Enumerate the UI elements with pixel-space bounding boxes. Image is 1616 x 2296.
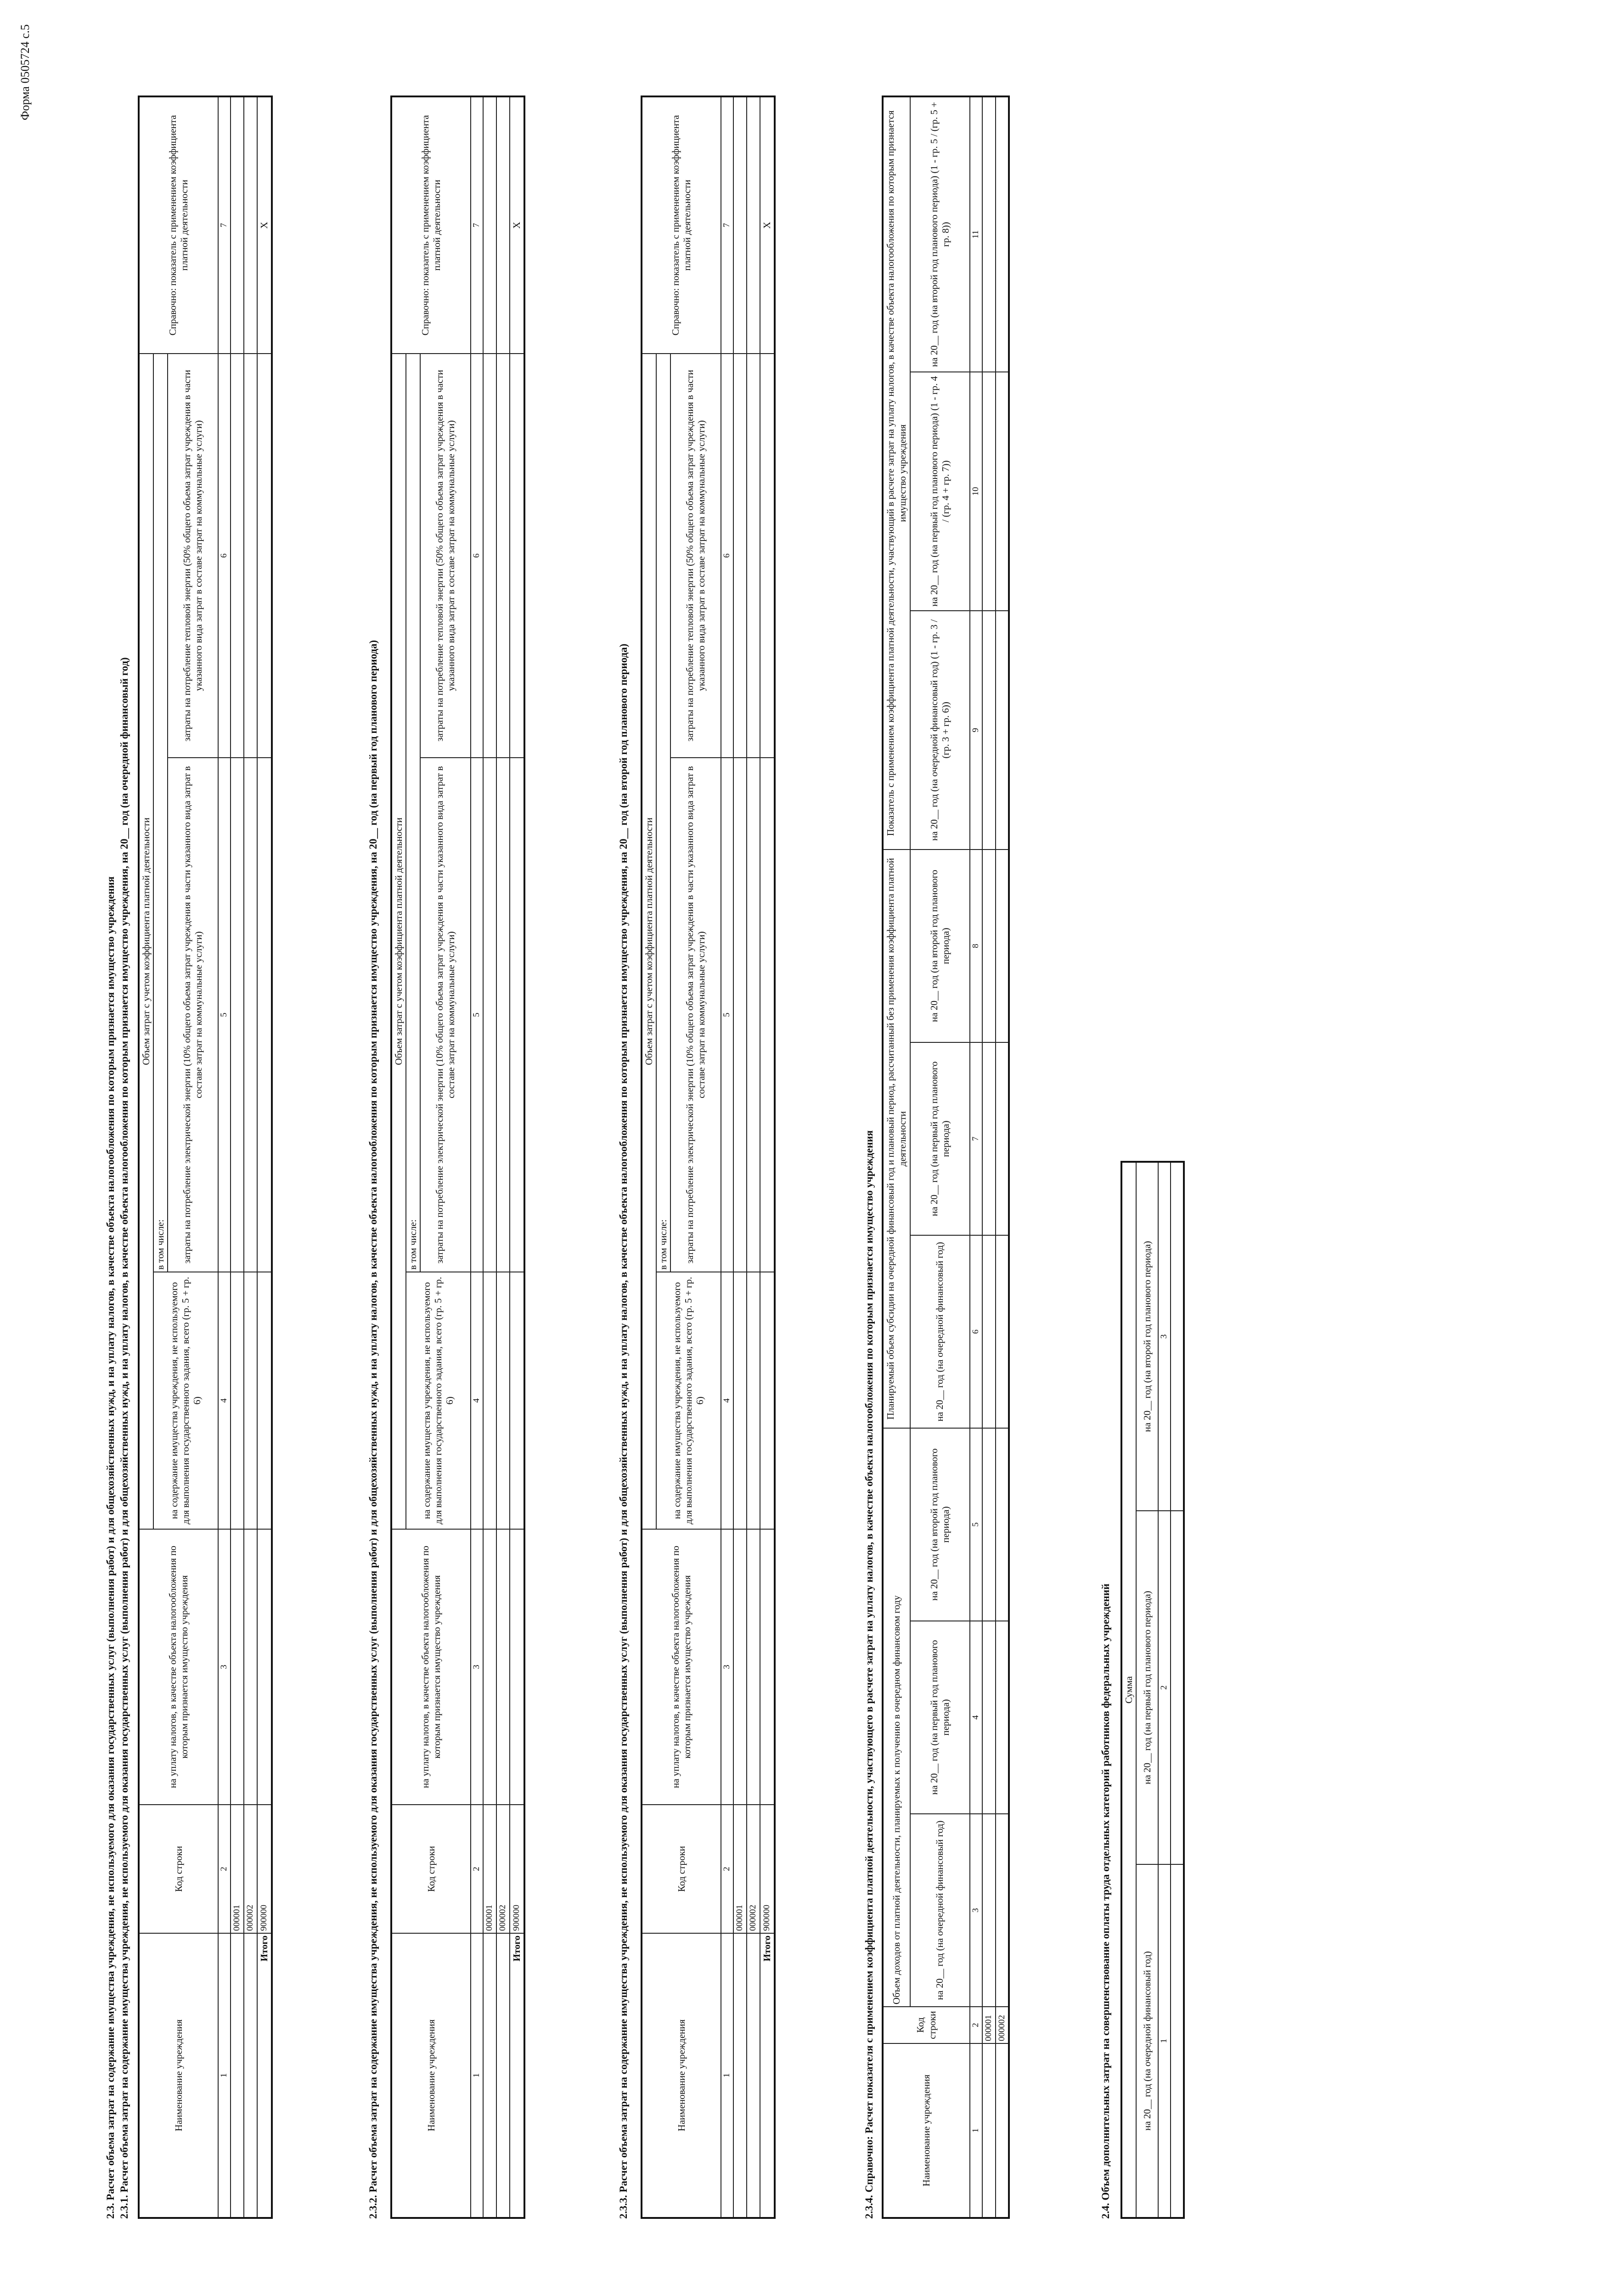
col-number: 6 — [970, 1235, 982, 1428]
cell-value[interactable] — [733, 96, 747, 354]
cell-value[interactable] — [496, 354, 510, 758]
col-number: 3 — [721, 1529, 733, 1805]
col-number: 3 — [218, 1529, 231, 1805]
x-mark: X — [760, 96, 775, 354]
cell-value[interactable] — [996, 611, 1009, 850]
form-code: Форма 0505724 с.5 — [18, 24, 32, 120]
table-row — [747, 96, 760, 2218]
cell-value[interactable] — [982, 1042, 996, 1235]
header-maintenance: на содержание имущества учреждения, не используемого для выполнения государственного задания, всего (гр. 5 + гр. 6) — [153, 1272, 218, 1529]
cell-value[interactable] — [982, 1235, 996, 1428]
cell-value[interactable] — [996, 850, 1009, 1042]
col-number: 2 — [721, 1805, 733, 1933]
header-index-current: на 20__ год (на очередной финансовый год) (1 - гр. 3 / (гр. 3 + гр. 6)) — [910, 611, 970, 850]
header-maintenance: на содержание имущества учреждения, не используемого для выполнения государственного задания, всего (гр. 5 + гр. 6) — [406, 1272, 471, 1529]
col-number: 5 — [471, 758, 483, 1272]
header-reference: Справочно: показатель с применением коэффициента платной деятельности — [139, 96, 218, 354]
header-year-current: на 20__ год (на очередной финансовый год) — [1136, 1864, 1158, 2218]
cell-name[interactable] — [231, 1933, 244, 2218]
cell-value[interactable] — [760, 354, 775, 758]
cell-value[interactable] — [982, 850, 996, 1042]
row-code: 000002 — [996, 2007, 1009, 2043]
total-label: Итого — [510, 1933, 524, 2218]
cell-value[interactable] — [1171, 1162, 1184, 1511]
col-number: 3 — [1158, 1162, 1171, 1511]
header-electricity: затраты на потребление электрической энергии (10% общего объема затрат учреждения в части указанного вида затрат в составе затрат на коммунальные услуги) — [168, 758, 218, 1272]
header-code: Код строки — [391, 1805, 471, 1933]
section-2-4-title: 2.4. Объем дополнительных затрат на совершенствование оплаты труда отдельных категорий работников федеральных учреждений — [1100, 1583, 1111, 2219]
cell-value[interactable] — [996, 1235, 1009, 1428]
col-number: 1 — [218, 1933, 231, 2218]
row-code: 000002 — [496, 1805, 510, 1933]
col-number: 3 — [970, 1814, 982, 2007]
section-2-3-4-title: 2.3.4. Справочно: Расчет показателя с применением коэффициента платной деятельности, участвующего в расчете затрат на уплату налогов, в качестве объекта налогообложения по которым признается имущество учреждения — [863, 1130, 875, 2219]
total-row — [760, 96, 775, 2218]
header-group: Объем затрат с учетом коэффициента платной деятельности — [391, 354, 406, 1529]
header-heat: затраты на потребление тепловой энергии (50% общего объема затрат учреждения в части указанного вида затрат в составе затрат на коммунальные услуги) — [670, 354, 721, 758]
table-row — [1171, 1162, 1184, 2218]
section-2-3-3-title: 2.3.3. Расчет объема затрат на содержание имущества учреждения, не используемого для оказания государственных услуг (выполнения работ) и для общехозяйственных нужд, и на уплату налогов, в качестве объекта налогообложения по которым признается имущество учреждения, на 20__ год (на второй год планового периода) — [618, 643, 629, 2219]
cell-value[interactable] — [982, 611, 996, 850]
col-number: 1 — [721, 1933, 733, 2218]
col-number: 2 — [970, 2007, 982, 2043]
cell-value[interactable] — [257, 758, 272, 1272]
cell-value[interactable] — [483, 758, 496, 1272]
col-number: 3 — [471, 1529, 483, 1805]
cell-value[interactable] — [510, 1272, 524, 1529]
section-2-3-title: 2.3. Расчет объема затрат на содержание имущества учреждения, не используемого для оказания государственных услуг (выполнения работ) и для общехозяйственных нужд, и на уплату налогов, в качестве объекта налогообложения по которым признается имущество учреждения — [105, 876, 116, 2219]
header-year-second: на 20__ год (на второй год планового периода) — [910, 850, 970, 1042]
row-code: 000002 — [244, 1805, 257, 1933]
col-number: 8 — [970, 850, 982, 1042]
total-label: Итого — [257, 1933, 272, 2218]
header-index-second: на 20__ год (на второй год планового периода) (1 - гр. 5 / (гр. 5 + гр. 8)) — [910, 96, 970, 372]
header-reference: Справочно: показатель с применением коэффициента платной деятельности — [642, 96, 721, 354]
cell-value[interactable] — [257, 354, 272, 758]
cell-value[interactable] — [244, 758, 257, 1272]
col-number: 1 — [970, 2043, 982, 2218]
col-number: 4 — [471, 1272, 483, 1529]
row-code: 000001 — [231, 1805, 244, 1933]
col-number: 10 — [970, 372, 982, 611]
table-2-3-1 — [138, 96, 273, 2219]
cell-value[interactable] — [982, 96, 996, 372]
cell-value[interactable] — [231, 1529, 244, 1805]
cell-value[interactable] — [244, 96, 257, 354]
header-tax: на уплату налогов, в качестве объекта налогообложения по которым признается имущество учреждения — [391, 1529, 471, 1805]
table-row — [231, 96, 244, 2218]
cell-value[interactable] — [257, 1529, 272, 1805]
header-year-second: на 20__ год (на второй год планового периода) — [1136, 1162, 1158, 1511]
col-number: 1 — [471, 1933, 483, 2218]
col-number: 11 — [970, 96, 982, 372]
header-subsidy: Планируемый объем субсидии на очередной финансовый год и плановый период, рассчитанный без применения коэффициента платной деятельности — [883, 850, 910, 1428]
cell-value[interactable] — [747, 758, 760, 1272]
cell-value[interactable] — [231, 1272, 244, 1529]
cell-name[interactable] — [747, 1933, 760, 2218]
col-number: 6 — [721, 354, 733, 758]
header-including: в том числе: — [153, 354, 168, 1272]
cell-value[interactable] — [510, 354, 524, 758]
total-code: 900000 — [510, 1805, 524, 1933]
cell-value[interactable] — [483, 1272, 496, 1529]
header-name: Наименование учреждения — [139, 1933, 218, 2218]
x-mark: X — [510, 96, 524, 354]
cell-value[interactable] — [510, 1529, 524, 1805]
cell-name[interactable] — [982, 2043, 996, 2218]
header-including: в том числе: — [656, 354, 670, 1272]
cell-value[interactable] — [244, 1272, 257, 1529]
col-number: 7 — [970, 1042, 982, 1235]
col-number: 2 — [218, 1805, 231, 1933]
table-2-3-4 — [882, 96, 1010, 2219]
header-index-first: на 20__ год (на первый год планового периода) (1 - гр. 4 / (гр. 4 + гр. 7)) — [910, 372, 970, 611]
cell-value[interactable] — [496, 1529, 510, 1805]
total-code: 900000 — [760, 1805, 775, 1933]
cell-name[interactable] — [244, 1933, 257, 2218]
cell-value[interactable] — [996, 372, 1009, 611]
cell-value[interactable] — [747, 354, 760, 758]
header-year-first: на 20__ год (на первый год планового периода) — [910, 1042, 970, 1235]
cell-name[interactable] — [733, 1933, 747, 2218]
cell-value[interactable] — [231, 758, 244, 1272]
col-number: 5 — [721, 758, 733, 1272]
col-number: 4 — [721, 1272, 733, 1529]
header-electricity: затраты на потребление электрической энергии (10% общего объема затрат учреждения в части указанного вида затрат в составе затрат на коммунальные услуги) — [420, 758, 471, 1272]
section-2-3-1-title: 2.3.1. Расчет объема затрат на содержание имущества учреждения, не используемого для оказания государственных услуг (выполнения работ) и для общехозяйственных нужд, и на уплату налогов, в качестве объекта налогообложения по которым признается имущество учреждения, на 20__ год (на очередной финансовый год) — [118, 657, 130, 2219]
col-number: 2 — [1158, 1511, 1171, 1864]
total-row — [510, 96, 524, 2218]
header-heat: затраты на потребление тепловой энергии (50% общего объема затрат учреждения в части указанного вида затрат в составе затрат на коммунальные услуги) — [168, 354, 218, 758]
total-code: 900000 — [257, 1805, 272, 1933]
table-row — [996, 96, 1009, 2218]
header-name: Наименование учреждения — [642, 1933, 721, 2218]
header-code: Код строки — [642, 1805, 721, 1933]
cell-value[interactable] — [996, 1428, 1009, 1621]
row-code: 000001 — [982, 2007, 996, 2043]
cell-value[interactable] — [982, 372, 996, 611]
cell-name[interactable] — [483, 1933, 496, 2218]
cell-value[interactable] — [231, 354, 244, 758]
header-group: Объем затрат с учетом коэффициента платной деятельности — [642, 354, 656, 1529]
cell-value[interactable] — [982, 1621, 996, 1814]
col-number: 9 — [970, 611, 982, 850]
table-row — [496, 96, 510, 2218]
header-tax: на уплату налогов, в качестве объекта налогообложения по которым признается имущество учреждения — [642, 1529, 721, 1805]
cell-value[interactable] — [747, 96, 760, 354]
col-number: 6 — [471, 354, 483, 758]
col-number: 1 — [1158, 1864, 1171, 2218]
cell-value[interactable] — [496, 1272, 510, 1529]
header-year-first: на 20__ год (на первый год планового периода) — [910, 1621, 970, 1814]
header-group: Объем затрат с учетом коэффициента платной деятельности — [139, 354, 153, 1529]
header-year-second: на 20__ год (на второй год планового периода) — [910, 1428, 970, 1621]
table-row — [733, 96, 747, 2218]
cell-value[interactable] — [996, 1042, 1009, 1235]
cell-value[interactable] — [982, 1814, 996, 2007]
cell-value[interactable] — [760, 758, 775, 1272]
table-row — [244, 96, 257, 2218]
header-index: Показатель с применением коэффициента платной деятельности, участвующий в расчете затрат на уплату налогов, в качестве объекта налогообложения по которым признается имущество учреждения — [883, 96, 910, 850]
header-including: в том числе: — [406, 354, 420, 1272]
cell-value[interactable] — [483, 354, 496, 758]
row-code: 000001 — [733, 1805, 747, 1933]
total-label: Итого — [760, 1933, 775, 2218]
cell-name[interactable] — [496, 1933, 510, 2218]
col-number: 7 — [218, 96, 231, 354]
header-name: Наименование учреждения — [391, 1933, 471, 2218]
cell-value[interactable] — [733, 1272, 747, 1529]
header-year-first: на 20__ год (на первый год планового периода) — [1136, 1511, 1158, 1864]
cell-value[interactable] — [760, 1529, 775, 1805]
cell-value[interactable] — [510, 758, 524, 1272]
cell-value[interactable] — [1171, 1511, 1184, 1864]
header-heat: затраты на потребление тепловой энергии (50% общего объема затрат учреждения в части указанного вида затрат в составе затрат на коммунальные услуги) — [420, 354, 471, 758]
header-year-current: на 20__ год (на очередной финансовый год) — [910, 1235, 970, 1428]
col-number: 4 — [218, 1272, 231, 1529]
cell-name[interactable] — [996, 2043, 1009, 2218]
table-row — [483, 96, 496, 2218]
cell-value[interactable] — [747, 1272, 760, 1529]
table-2-3-2 — [390, 96, 525, 2219]
x-mark: X — [257, 96, 272, 354]
cell-value[interactable] — [1171, 1864, 1184, 2218]
cell-value[interactable] — [996, 1621, 1009, 1814]
table-2-3-3 — [641, 96, 776, 2219]
header-reference: Справочно: показатель с применением коэффициента платной деятельности — [391, 96, 471, 354]
cell-value[interactable] — [996, 96, 1009, 372]
cell-value[interactable] — [996, 1814, 1009, 2007]
col-number: 6 — [218, 354, 231, 758]
cell-value[interactable] — [733, 758, 747, 1272]
header-maintenance: на содержание имущества учреждения, не используемого для выполнения государственного задания, всего (гр. 5 + гр. 6) — [656, 1272, 721, 1529]
cell-value[interactable] — [496, 96, 510, 354]
col-number: 5 — [970, 1428, 982, 1621]
header-tax: на уплату налогов, в качестве объекта налогообложения по которым признается имущество учреждения — [139, 1529, 218, 1805]
cell-value[interactable] — [483, 1529, 496, 1805]
cell-value[interactable] — [244, 354, 257, 758]
section-2-3-2-title: 2.3.2. Расчет объема затрат на содержание имущества учреждения, не используемого для оказания государственных услуг (выполнения работ) и для общехозяйственных нужд, и на уплату налогов, в качестве объекта налогообложения по которым признается имущество учреждения, на 20__ год (на первый год планового периода) — [367, 640, 379, 2219]
header-code: Код строки — [883, 2007, 970, 2043]
col-number: 2 — [471, 1805, 483, 1933]
header-year-current: на 20__ год (на очередной финансовый год) — [910, 1814, 970, 2007]
col-number: 5 — [218, 758, 231, 1272]
header-sum: Сумма — [1121, 1162, 1136, 2218]
cell-value[interactable] — [231, 96, 244, 354]
cell-value[interactable] — [733, 354, 747, 758]
table-row — [982, 96, 996, 2218]
cell-value[interactable] — [483, 96, 496, 354]
cell-value[interactable] — [733, 1529, 747, 1805]
table-2-4 — [1121, 1161, 1185, 2219]
cell-value[interactable] — [747, 1529, 760, 1805]
total-row — [257, 96, 272, 2218]
cell-value[interactable] — [760, 1272, 775, 1529]
header-electricity: затраты на потребление электрической энергии (10% общего объема затрат учреждения в части указанного вида затрат в составе затрат на коммунальные услуги) — [670, 758, 721, 1272]
row-code: 000001 — [483, 1805, 496, 1933]
col-number: 7 — [721, 96, 733, 354]
col-number: 4 — [970, 1621, 982, 1814]
cell-value[interactable] — [982, 1428, 996, 1621]
row-code: 000002 — [747, 1805, 760, 1933]
col-number: 7 — [471, 96, 483, 354]
cell-value[interactable] — [257, 1272, 272, 1529]
cell-value[interactable] — [244, 1529, 257, 1805]
header-code: Код строки — [139, 1805, 218, 1933]
header-income: Объем доходов от платной деятельности, планируемых к получению в очередном финансовом году — [883, 1428, 910, 2007]
header-name: Наименование учреждения — [883, 2043, 970, 2218]
cell-value[interactable] — [496, 758, 510, 1272]
